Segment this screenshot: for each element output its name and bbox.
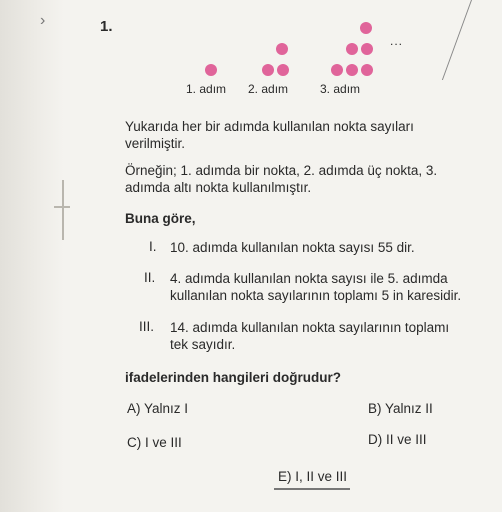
statement-number: III. <box>139 319 155 334</box>
statement-text: 10. adımda kullanılan nokta sayısı 55 dir. <box>170 240 415 255</box>
statement-text: 14. adımda kullanılan nokta sayılarının toplamı tek sayıdır. <box>170 320 450 352</box>
step-2-label: 2. adım <box>248 82 289 96</box>
example-text: Örneğin; 1. adımda bir nokta, 2. adımda üç nokta, 3. adımda altı nokta kullanılmıştır. <box>125 163 438 195</box>
step-1-label: 1. adım <box>186 82 227 96</box>
pen-underline-mark <box>274 488 350 490</box>
continuation-ellipsis: ... <box>390 34 404 48</box>
choice-b[interactable]: B) Yalnız II <box>368 401 433 416</box>
dot <box>331 64 343 76</box>
page-corner-arrow-icon: › <box>40 12 46 29</box>
pen-check-mark <box>442 0 502 80</box>
statement-text: 4. adımda kullanılan nokta sayısı ile 5. adımda kullanılan nokta sayılarının toplamı 5 in karesidir. <box>170 271 462 303</box>
dot <box>361 64 373 76</box>
statement-number: II. <box>144 270 156 285</box>
question-prompt: ifadelerinden hangileri doğrudur? <box>125 370 342 385</box>
dot <box>205 64 217 76</box>
statement-number: I. <box>149 239 157 254</box>
page-binding-mark <box>62 180 64 240</box>
dot <box>276 43 288 55</box>
choice-e[interactable]: E) I, II ve III <box>278 469 348 484</box>
dot <box>262 64 274 76</box>
dot <box>361 43 373 55</box>
choice-c[interactable]: C) I ve III <box>127 435 182 450</box>
dot <box>360 22 372 34</box>
step-3-label: 3. adım <box>320 82 361 96</box>
page-margin-shadow <box>0 0 64 512</box>
question-number: 1. <box>100 18 113 35</box>
dot <box>277 64 289 76</box>
lead-text: Buna göre, <box>125 211 196 226</box>
intro-text: Yukarıda her bir adımda kullanılan nokta sayıları verilmiştir. <box>125 119 414 151</box>
dot <box>346 43 358 55</box>
choice-a[interactable]: A) Yalnız I <box>127 401 189 416</box>
dot <box>346 64 358 76</box>
choice-d[interactable]: D) II ve III <box>368 432 427 447</box>
page-binding-mark-horizontal <box>54 206 70 208</box>
